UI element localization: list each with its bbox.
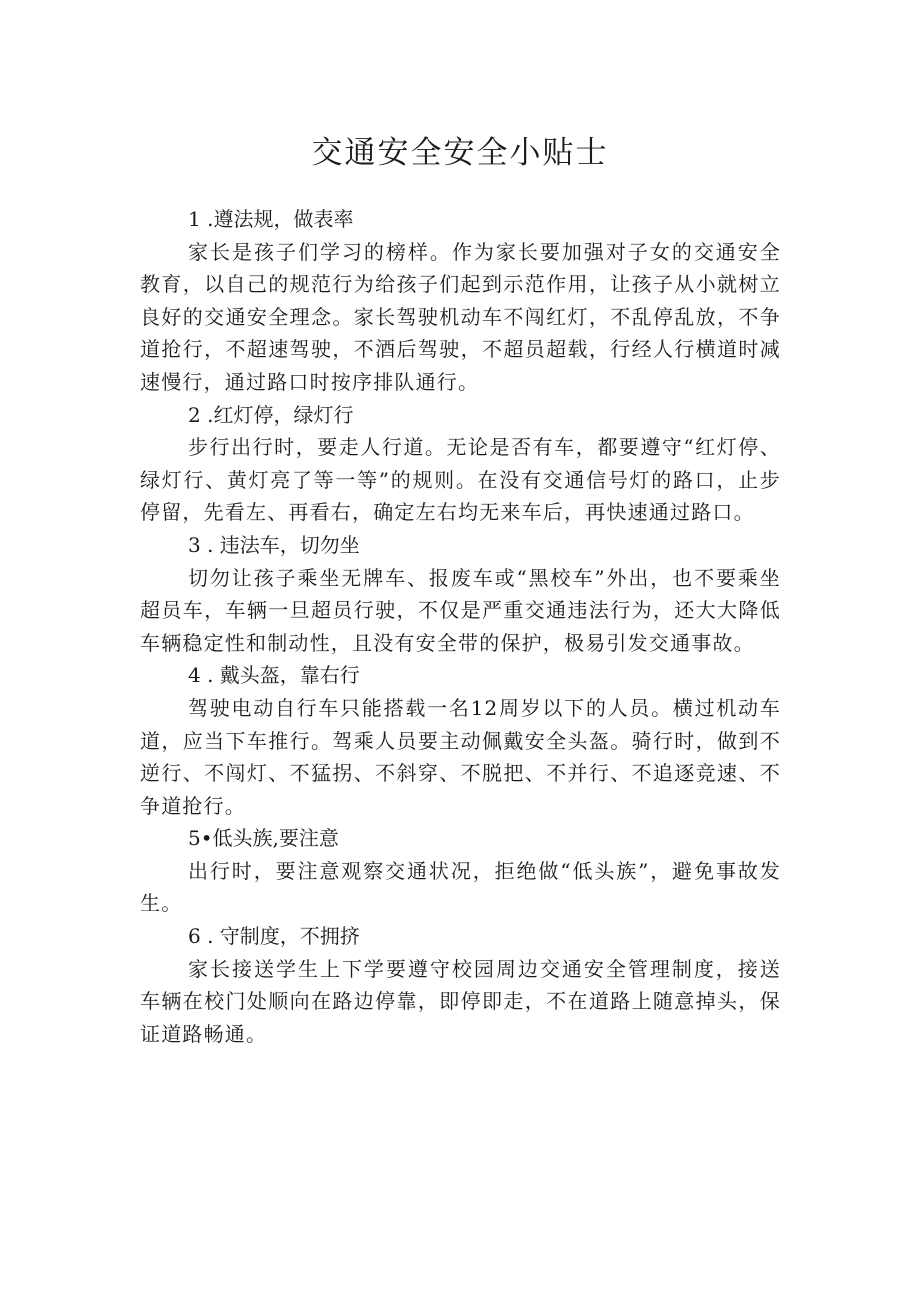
section-1 <box>140 203 781 399</box>
document-title: 交通安全安全小贴士 <box>311 135 609 171</box>
section-paragraph: 驾驶电动自行车只能搭载一名12周岁以下的人员。横过机动车道，应当下车推行。驾乘人员要主动佩戴安全头盔。骑行时，做到不逆行、不闯灯、不猛拐、不斜穿、不脱把、不并行、不追逐竞速、不争道抢行。 <box>140 695 781 818</box>
section-paragraph: 家长接送学生上下学要遵守校园周边交通安全管理制度，接送车辆在校门处顺向在路边停靠，即停即走，不在道路上随意掉头，保证道路畅通。 <box>140 956 781 1046</box>
section-6 <box>140 920 781 1050</box>
section-paragraph: 切勿让孩子乘坐无牌车、报废车或“黑校车”外出，也不要乘坐超员车，车辆一旦超员行驶，不仅是严重交通违法行为，还大大降低车辆稳定性和制动性，且没有安全带的保护，极易引发交通事故。 <box>140 565 781 655</box>
section-5 <box>140 822 781 920</box>
section-3 <box>140 529 781 659</box>
section-paragraph: 家长是孩子们学习的榜样。作为家长要加强对子女的交通安全教育，以自己的规范行为给孩子们起到示范作用，让孩子从小就树立良好的交通安全理念。家长驾驶机动车不闯红灯，不乱停乱放，不争道抢行，不超速驾驶，不酒后驾驶，不超员超载，行经人行横道时减速慢行，通过路口时按序排队通行。 <box>140 239 781 394</box>
section-4 <box>140 659 781 822</box>
section-paragraph: 步行出行时，要走人行道。无论是否有车，都要遵守“红灯停、绿灯行、黄灯亮了等一等”的规则。在没有交通信号灯的路口，止步停留，先看左、再看右，确定左右均无来车后，再快速通过路口。 <box>140 435 781 525</box>
document-body <box>140 203 781 1050</box>
section-heading: 2 .红灯停，绿灯行 <box>188 402 354 427</box>
section-heading: 4 . 戴头盔，靠右行 <box>188 663 360 688</box>
section-heading: 3 . 违法车，切勿坐 <box>188 532 360 557</box>
section-2 <box>140 399 781 529</box>
section-paragraph: 出行时，要注意观察交通状况，拒绝做“低头族”，避免事故发生。 <box>140 858 781 916</box>
section-heading: 6 . 守制度，不拥挤 <box>188 924 360 949</box>
section-heading: 1 .遵法规，做表率 <box>188 207 354 231</box>
section-heading: 5•低头族,要注意 <box>188 826 339 851</box>
